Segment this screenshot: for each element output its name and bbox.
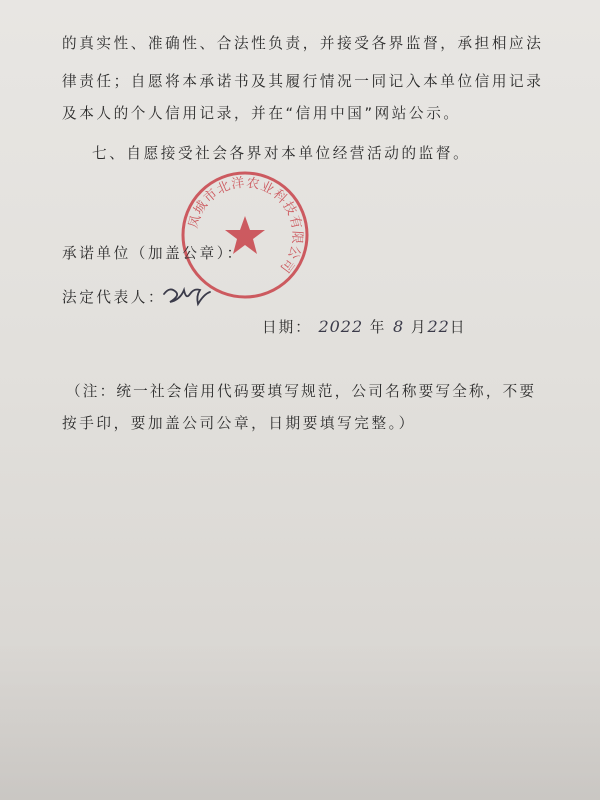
paragraph-line: 及本人的个人信用记录，并在“信用中国”网站公示。 [62,105,461,122]
date-day-suffix: 日 [449,319,467,336]
seal-unit-label: 承诺单位（加盖公章）： [62,245,244,262]
date-year-suffix: 年 [369,319,387,336]
legal-representative-label: 法定代表人： [62,289,166,306]
date-day: 22 [427,317,450,336]
date-line [262,316,466,337]
note-line: （注：统一社会信用代码要填写规范，公司名称要写全称，不要 [66,383,537,400]
date-month: 8 [393,317,405,336]
seal-text: 凤城市北洋农业科技有限公司 [186,175,305,276]
paragraph-line: 的真实性、准确性、合法性负责，并接受各界监督，承担相应法 [62,35,544,52]
paper-shadow [0,640,600,800]
note-line: 按手印，要加盖公司公章，日期要填写完整。） [62,415,416,432]
item-seven: 七、自愿接受社会各界对本单位经营活动的监督。 [92,145,471,162]
date-label: 日期： [262,319,312,336]
paragraph-line: 律责任；自愿将本承诺书及其履行情况一同记入本单位信用记录 [62,73,544,90]
date-month-suffix: 月 [410,319,428,336]
signature-image [160,280,220,310]
date-year: 2022 [318,317,364,336]
